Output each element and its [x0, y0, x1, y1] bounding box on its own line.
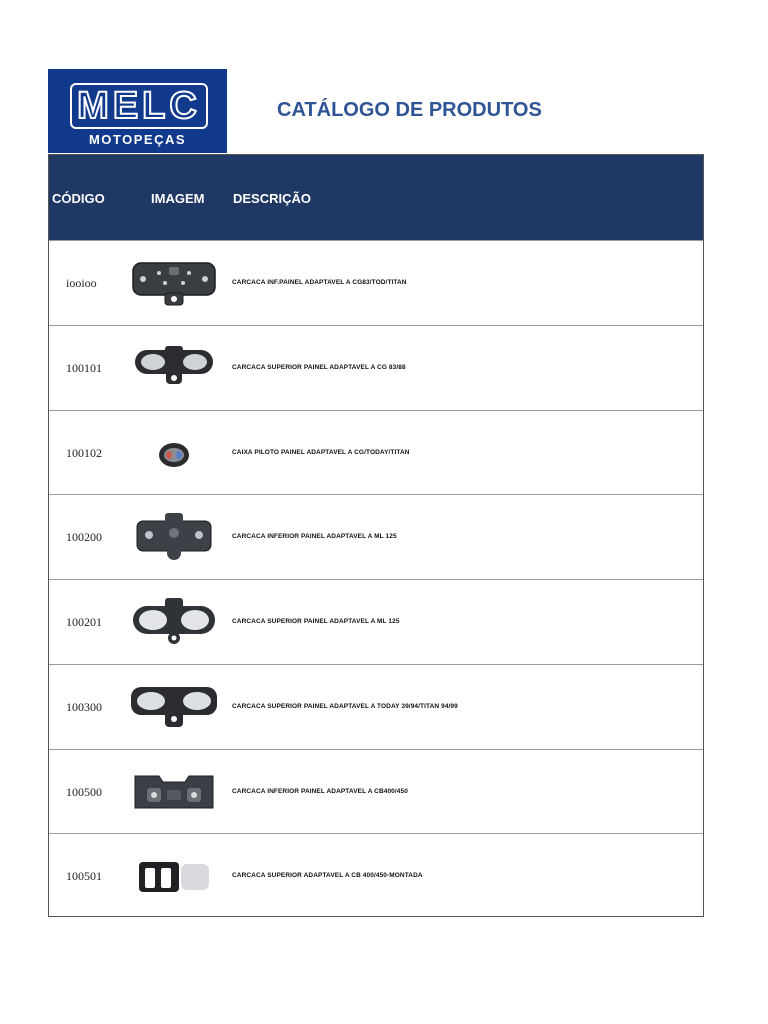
- panel-cover-ml-icon: [129, 594, 219, 650]
- product-code: 100300: [66, 699, 102, 714]
- table-row: [49, 325, 703, 410]
- product-image-panel-housing: [129, 255, 219, 311]
- product-code: 100101: [66, 360, 102, 375]
- product-table: [48, 154, 704, 917]
- product-description: CARCACA INFERIOR PAINEL ADAPTAVEL A ML 125: [232, 533, 397, 541]
- table-row: [49, 833, 703, 918]
- logo-subtitle: MOTOPEÇAS: [88, 132, 187, 147]
- product-image-panel-cover-today: [129, 679, 219, 735]
- panel-cover-cb-icon: [129, 848, 219, 904]
- table-row: [49, 749, 703, 834]
- product-description: CARCACA SUPERIOR PAINEL ADAPTAVEL A TODAY 39/94/TITAN 94/99: [232, 702, 458, 710]
- table-row: [49, 410, 703, 495]
- pilot-box-icon: [129, 425, 219, 481]
- table-row: [49, 240, 703, 325]
- product-image-panel-housing-cb: [129, 764, 219, 820]
- product-code: 100200: [66, 530, 102, 545]
- brand-logo: [48, 69, 227, 153]
- product-image-panel-housing-ml: [129, 509, 219, 565]
- header-code: CÓDIGO: [52, 191, 105, 206]
- product-description: CAIXA PILOTO PAINEL ADAPTAVEL A CG/TODAY/TITAN: [232, 448, 410, 456]
- product-code: 100201: [66, 615, 102, 629]
- table-row: [49, 579, 703, 664]
- logo-mark: [70, 83, 208, 129]
- page-title: CATÁLOGO DE PRODUTOS: [277, 99, 542, 121]
- product-image-pilot-box: [129, 425, 219, 481]
- product-image-panel-cover: [129, 340, 219, 396]
- product-description: CARCACA SUPERIOR ADAPTAVEL A CB 400/450-MONTADA: [232, 872, 423, 880]
- product-description: CARCACA INFERIOR PAINEL ADAPTAVEL A CB400/450: [232, 787, 408, 795]
- header-description: DESCRIÇÃO: [233, 191, 312, 206]
- product-code: 100500: [66, 784, 102, 799]
- panel-cover-icon: [129, 340, 219, 396]
- table-row: [49, 494, 703, 579]
- product-description: CARCACA INF.PAINEL ADAPTAVEL A CG83/TOD/TITAN: [232, 279, 407, 286]
- product-description: CARCACA SUPERIOR PAINEL ADAPTAVEL A CG 83/88: [232, 363, 406, 371]
- product-description: CARCACA SUPERIOR PAINEL ADAPTAVEL A ML 125: [232, 618, 400, 625]
- panel-housing-icon: [129, 255, 219, 311]
- table-header: [49, 155, 703, 240]
- product-image-panel-cover-cb: [129, 848, 219, 904]
- product-code: 100501: [66, 869, 102, 884]
- panel-housing-cb-icon: [129, 764, 219, 820]
- product-code: iooioo: [66, 276, 97, 290]
- logo-brand-text: MELC: [77, 85, 201, 127]
- panel-housing-ml-icon: [129, 509, 219, 565]
- header-image: IMAGEM: [151, 191, 205, 206]
- product-code: 100102: [66, 445, 102, 460]
- panel-cover-today-icon: [129, 679, 219, 735]
- product-image-panel-cover-ml: [129, 594, 219, 650]
- table-row: [49, 664, 703, 749]
